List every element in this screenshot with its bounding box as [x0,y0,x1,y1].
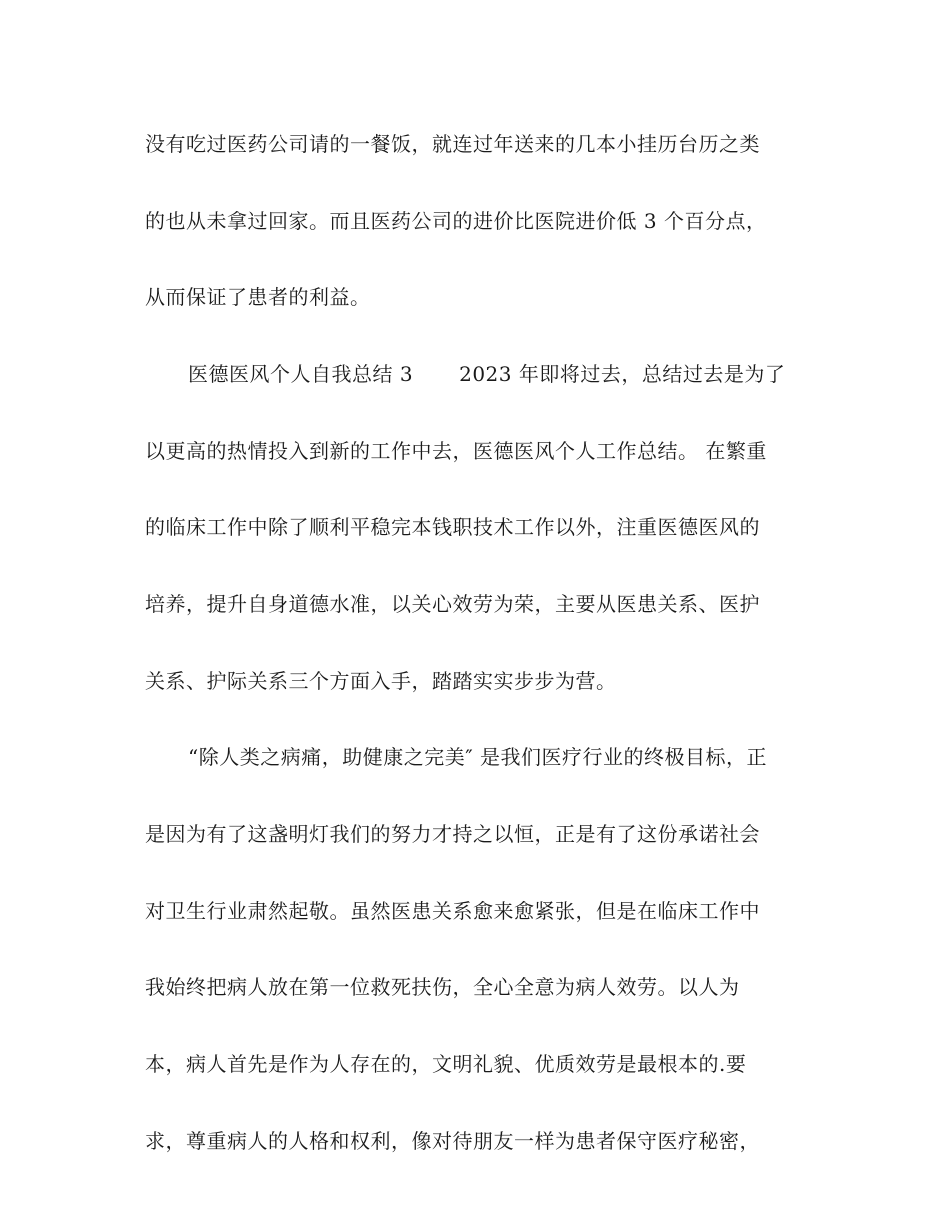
paragraph-line: 没有吃过医药公司请的一餐饭，就连过年送来的几本小挂历台历之类 [145,132,760,156]
paragraph-line: 从而保证了患者的利益。 [145,285,371,309]
section-heading-line [188,360,785,388]
paragraph-line: 的临床工作中除了顺利平稳完本钱职技术工作以外，注重医德医风的 [145,515,760,539]
paragraph-line: “除人类之病痛，助健康之完美″ 是我们医疗行业的终极目标，正 [188,745,768,769]
paragraph-line: 求，尊重病人的人格和权利，像对待朋友一样为患者保守医疗秘密， [145,1129,760,1153]
paragraph-line: 培养，提升自身道德水准，以关心效劳为荣，主要从医患关系、医护 [145,592,760,616]
paragraph-line: 本，病人首先是作为人存在的，文明礼貌、优质效劳是最根本的.要 [145,1052,747,1076]
paragraph-line: 的也从未拿过回家。而且医药公司的进价比医院进价低 3 个百分点， [145,209,767,233]
paragraph-line: 我始终把病人放在第一位救死扶伤，全心全意为病人效劳。以人为 [145,975,740,999]
paragraph-line: 是因为有了这盏明灯我们的努力才持之以恒，正是有了这份承诺社会 [145,822,760,846]
paragraph-line: 关系、护际关系三个方面入手，踏踏实实步步为营。 [145,669,617,693]
paragraph-line: 2023 年即将过去，总结过去是为了 [459,362,786,386]
paragraph-line: 对卫生行业肃然起敬。虽然医患关系愈来愈紧张，但是在临床工作中 [145,899,760,923]
section-title: 医德医风个人自我总结 3 [188,362,414,386]
paragraph-line: 以更高的热情投入到新的工作中去，医德医风个人工作总结。 在繁重 [145,439,767,463]
